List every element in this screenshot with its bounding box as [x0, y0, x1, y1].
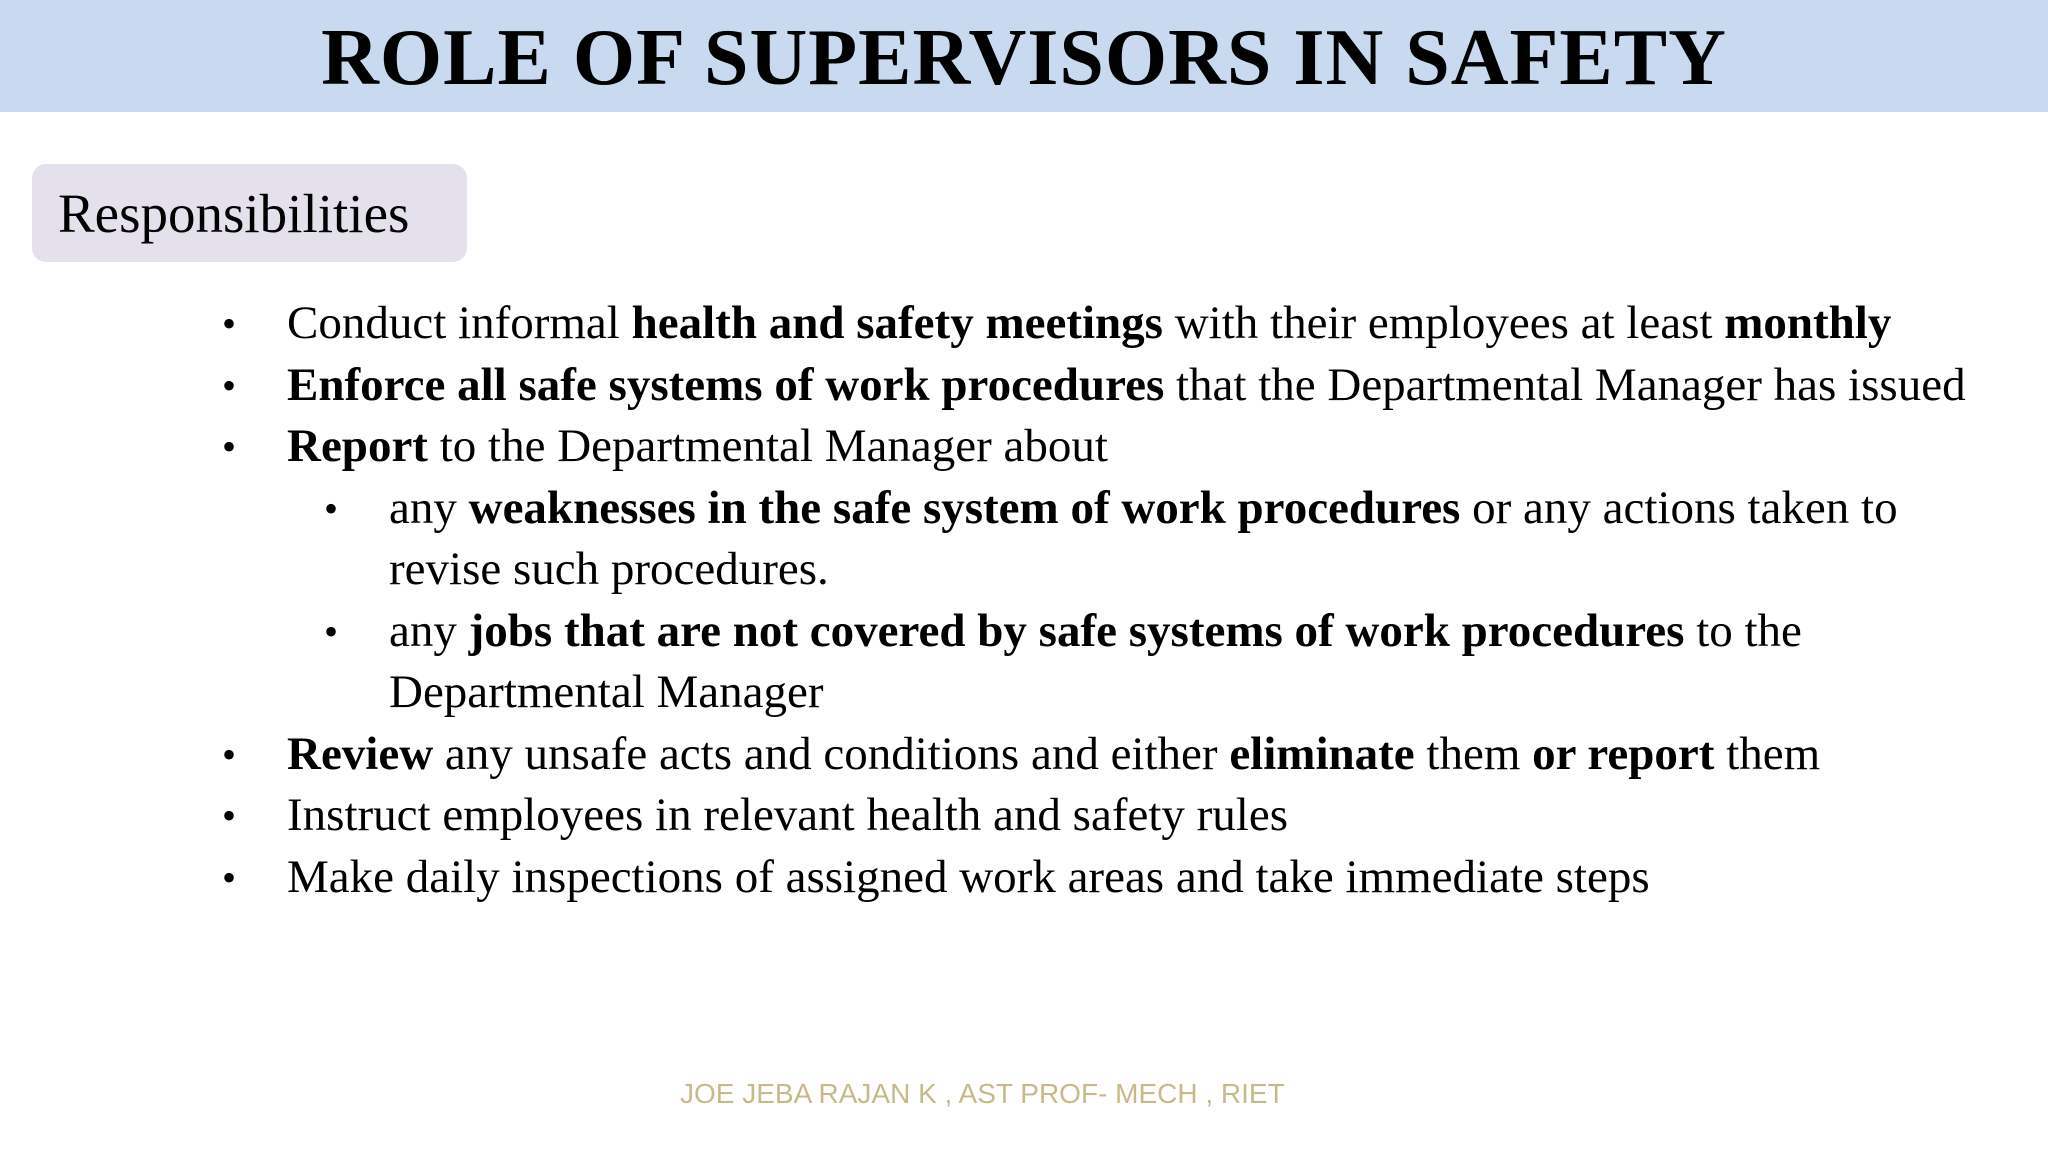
bullet-text: Conduct informal	[287, 297, 632, 349]
bullet-text-bold: monthly	[1724, 297, 1892, 349]
bullet-item	[0, 847, 2048, 909]
bullet-text: Make daily inspections of assigned work areas and take immediate steps	[287, 850, 1650, 903]
bullet-text: any	[389, 481, 469, 534]
bullet-text-bold: Review	[287, 727, 434, 780]
bullet-dot-icon: •	[222, 424, 237, 469]
slide-title: ROLE OF SUPERVISORS IN SAFETY	[321, 14, 1727, 102]
bullet-dot-icon: •	[222, 854, 237, 900]
bullet-text: them	[1414, 727, 1533, 780]
section-label: Responsibilities	[58, 182, 410, 244]
bullet-text: Instruct employees in relevant health and safety rules	[287, 789, 1288, 841]
bullet-text: to the Departmental Manager about	[427, 420, 1108, 472]
bullet-text: with their employees at least	[1162, 297, 1725, 349]
bullet-text-bold: health and safety meetings	[631, 297, 1163, 349]
bullet-text-bold: weaknesses in the safe system of work procedures	[468, 481, 1461, 534]
bullet-item	[0, 293, 2048, 355]
bullet-item	[0, 355, 2048, 417]
bullet-text-bold: Enforce all safe systems of work procedures	[287, 358, 1165, 411]
bullet-list	[0, 293, 2048, 908]
bullet-dot-icon: •	[324, 485, 339, 531]
bullet-dot-icon: •	[222, 301, 237, 346]
bullet-text-bold: Report	[287, 420, 428, 472]
bullet-text: any	[389, 604, 469, 657]
bullet-dot-icon: •	[222, 793, 237, 838]
sub-bullet-item	[0, 478, 2048, 601]
bullet-dot-icon: •	[324, 608, 339, 654]
bullet-dot-icon: •	[222, 362, 237, 408]
bullet-dot-icon: •	[222, 731, 237, 777]
sub-bullet-item	[0, 601, 2048, 724]
title-bar	[0, 0, 2048, 112]
bullet-text: or any actions taken to revise such procedures.	[389, 481, 1898, 595]
bullet-text-bold: or report	[1532, 727, 1715, 780]
bullet-text: that the Departmental Manager has issued	[1164, 358, 1966, 411]
bullet-text-bold: jobs that are not covered by safe systems of work procedures	[468, 604, 1685, 657]
bullet-text: them	[1714, 727, 1821, 780]
footer-text: JOE JEBA RAJAN K , AST PROF- MECH , RIET	[680, 1078, 1285, 1109]
section-tab	[32, 164, 467, 262]
bullet-item	[0, 416, 2048, 478]
bullet-text: any unsafe acts and conditions and either	[433, 727, 1230, 780]
bullet-text: to the Departmental Manager	[389, 604, 1802, 718]
bullet-text-bold: eliminate	[1229, 727, 1415, 780]
bullet-item	[0, 724, 2048, 786]
bullet-item	[0, 785, 2048, 847]
